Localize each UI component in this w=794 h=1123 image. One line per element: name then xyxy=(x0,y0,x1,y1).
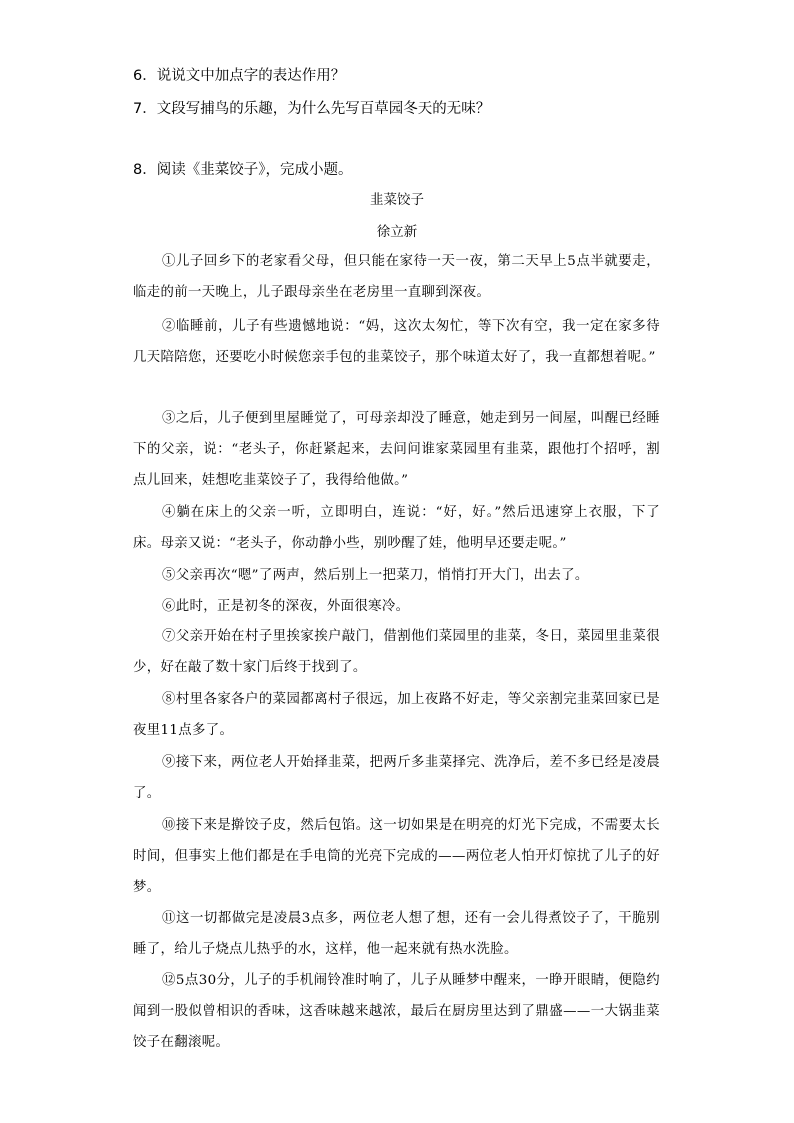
article-author: 徐立新 xyxy=(376,224,418,240)
article-paragraph-1: ①儿子回乡下的老家看父母，但只能在家待一天一夜，第二天早上5点半就要走，临走的前一天晚上，儿子跟母亲坐在老房里一直聊到深夜。 xyxy=(133,254,660,300)
question-8: 8．阅读《韭菜饺子》，完成小题。 xyxy=(133,162,353,178)
article-paragraph-4: ④躺在床上的父亲一听，立即明白，连说：“好，好。”然后迅速穿上衣服，下了床。母亲又说：“老头子，你动静小些，别吵醒了娃，他明早还要走呢。” xyxy=(133,505,660,551)
article-paragraph-12: ⑫5点30分，儿子的手机闹铃准时响了，儿子从睡梦中醒来，一睁开眼睛，便隐约闻到一股似曾相识的香味，这香味越来越浓，最后在厨房里达到了鼎盛——一大锅韭菜饺子在翻滚呢。 xyxy=(133,973,660,1050)
article-paragraph-9: ⑨接下来，两位老人开始择韭菜，把两斤多韭菜择完、洗净后，差不多已经是凌晨了。 xyxy=(133,755,660,801)
question-6: 6．说说文中加点字的表达作用？ xyxy=(133,68,346,84)
article-paragraph-6: ⑥此时，正是初冬的深夜，外面很寒冷。 xyxy=(162,599,410,614)
question-7: 7．文段写捕鸟的乐趣，为什么先写百草园冬天的无味？ xyxy=(133,101,491,117)
article-paragraph-10: ⑩接下来是擀饺子皮，然后包馅。这一切如果是在明亮的灯光下完成，不需要太长时间，但事实上他们都是在手电筒的光亮下完成的——两位老人怕开灯惊扰了儿子的好梦。 xyxy=(133,818,660,895)
article-paragraph-5: ⑤父亲再次“嗯”了两声，然后别上一把菜刀，悄悄打开大门，出去了。 xyxy=(162,568,589,583)
article-paragraph-3: ③之后，儿子便到里屋睡觉了，可母亲却没了睡意，她走到另一间屋，叫醒已经睡下的父亲，说：“老头子，你赶紧起来，去问问谁家菜园里有韭菜，跟他打个招呼，割点儿回来，娃想吃韭菜饺子了，我得给他做。” xyxy=(133,411,660,488)
article-paragraph-11: ⑪这一切都做完是凌晨3点多，两位老人想了想，还有一会儿得煮饺子了，干脆别睡了，给儿子烧点儿热乎的水，这样，他一起来就有热水洗脸。 xyxy=(133,911,660,957)
article-paragraph-7: ⑦父亲开始在村子里挨家挨户敲门，借割他们菜园里的韭菜，冬日，菜园里韭菜很少，好在敲了数十家门后终于找到了。 xyxy=(133,629,660,675)
article-paragraph-8: ⑧村里各家各户的菜园都离村子很远，加上夜路不好走，等父亲割完韭菜回家已是夜里11点多了。 xyxy=(133,692,660,738)
article-title: 韭菜饺子 xyxy=(370,192,424,208)
article-paragraph-2: ②临睡前，儿子有些遗憾地说：“妈，这次太匆忙，等下次有空，我一定在家多待几天陪陪您，还要吃小时候您亲手包的韭菜饺子，那个味道太好了，我一直都想着呢。” xyxy=(133,319,660,365)
